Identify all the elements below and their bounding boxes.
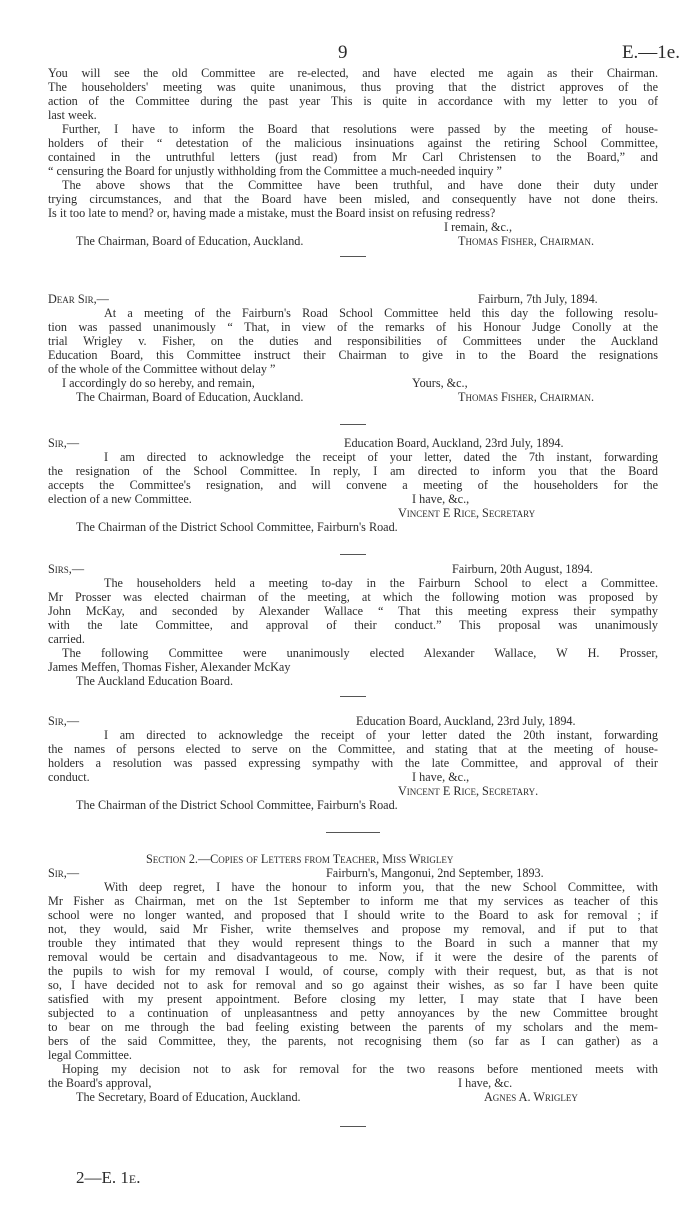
text-line: accepts the Committee's resignation, and will convene a meeting of the householders for the bbox=[48, 478, 658, 492]
signature: Thomas Fisher, Chairman. bbox=[458, 234, 595, 248]
text-line: I accordingly do so hereby, and remain, bbox=[62, 376, 255, 390]
section-heading: Section 2.—Copies of Letters from Teacher, Miss Wrigley bbox=[146, 852, 454, 866]
text-line: I am directed to acknowledge the receipt of your letter dated the 20th instant, forwarding bbox=[104, 728, 658, 742]
text-line: bers of the said Committee, they, the parents, not recognising them (so far as I can gather) as a bbox=[48, 1034, 658, 1048]
addressee: The Chairman, Board of Education, Auckland. bbox=[76, 234, 304, 248]
text-line: satisfied with my present appointment. Before closing my letter, I may state that I have been bbox=[48, 992, 658, 1006]
addressee: The Secretary, Board of Education, Auckland. bbox=[76, 1090, 301, 1104]
salutation: Sirs,— bbox=[48, 562, 85, 576]
text-line: The householders' meeting was quite unanimous, thus proving that the district approves of the bbox=[48, 80, 658, 94]
signature: Vincent E Rice, Secretary. bbox=[398, 784, 539, 798]
addressee: The Chairman of the District School Committee, Fairburn's Road. bbox=[76, 798, 398, 812]
text-line: Mr Prosser was elected chairman of the meeting, at which the following motion was proposed by bbox=[48, 590, 658, 604]
text-line: The above shows that the Committee have been truthful, and have done their duty under bbox=[62, 178, 658, 192]
divider bbox=[340, 1126, 366, 1127]
text-line: action of the Committee during the past year This is quite in accordance with my letter to you of bbox=[48, 94, 658, 108]
text-line: You will see the old Committee are re-elected, and have elected me again as their Chairman. bbox=[48, 66, 658, 80]
text-line: carried. bbox=[48, 632, 85, 646]
signature: Thomas Fisher, Chairman. bbox=[458, 390, 595, 404]
document-code: E.—1e. bbox=[621, 42, 680, 63]
text-line: The householders held a meeting to-day in the Fairburn School to elect a Committee. bbox=[104, 576, 658, 590]
salutation: Sir,— bbox=[48, 436, 80, 450]
text-line: so, I have decided not to ask for removal and so go against their wishes, as so far I have been quite bbox=[48, 978, 658, 992]
addressee: The Auckland Education Board. bbox=[76, 674, 234, 688]
text-line: James Meffen, Thomas Fisher, Alexander McKay bbox=[48, 660, 291, 674]
text-line: I am directed to acknowledge the receipt of your letter, dated the 7th instant, forwarding bbox=[104, 450, 658, 464]
text-line: the pupils to wish for my removal I would, of course, comply with their request, but, as that is not bbox=[48, 964, 658, 978]
closing: Yours, &c., bbox=[412, 376, 468, 390]
text-line: subjected to a continuation of unpleasantness and petty annoyances by the new Committee brought bbox=[48, 1006, 658, 1020]
closing: I have, &c., bbox=[412, 492, 470, 506]
salutation: Sir,— bbox=[48, 866, 80, 880]
signature: Agnes A. Wrigley bbox=[484, 1090, 578, 1104]
closing: I remain, &c., bbox=[444, 220, 513, 234]
text-line: the Board's approval, bbox=[48, 1076, 152, 1090]
text-line: with the late Committee, and approval of their conduct.” This proposal was unanimously bbox=[48, 618, 658, 632]
divider bbox=[340, 696, 366, 697]
divider bbox=[340, 554, 366, 555]
text-line: the names of persons elected to serve on the Committee, and stating that at the meeting of house- bbox=[48, 742, 658, 756]
text-line: the resignation of the School Committee. In reply, I am directed to inform you that the Board bbox=[48, 464, 658, 478]
text-line: of the whole of the Committee without delay ” bbox=[48, 362, 276, 376]
text-line: last week. bbox=[48, 108, 97, 122]
text-line: to bear on me through the bad feeling existing between the parents of my scholars and the mem- bbox=[48, 1020, 658, 1034]
text-line: At a meeting of the Fairburn's Road School Committee held this day the following resolu- bbox=[104, 306, 658, 320]
section-divider bbox=[326, 832, 380, 833]
footer-code: 2—E. 1e. bbox=[76, 1168, 141, 1187]
text-line: trying circumstances, and that the Board have been misled, and consequently have not done theirs. bbox=[48, 192, 658, 206]
text-line: John McKay, and seconded by Alexander Wallace “ That this meeting express their sympathy bbox=[48, 604, 658, 618]
text-line: Mr Fisher as Chairman, met on the 1st September to inform me that my services as teacher of this bbox=[48, 894, 658, 908]
text-line: trouble they intimated that they would represent things to the Board in such a manner that my bbox=[48, 936, 658, 950]
text-line: holders of their “ detestation of the malicious insinuations against the retiring School Committee, bbox=[48, 136, 658, 150]
divider bbox=[340, 256, 366, 257]
addressee: The Chairman, Board of Education, Auckland. bbox=[76, 390, 304, 404]
closing: I have, &c. bbox=[458, 1076, 513, 1090]
salutation: Dear Sir,— bbox=[48, 292, 109, 306]
text-line: not, they would, said Mr Fisher, write themselves and propose my removal, and if put to that bbox=[48, 922, 658, 936]
text-line: “ censuring the Board for unjustly withholding from the Committee a much-needed inquiry ” bbox=[48, 164, 502, 178]
salutation: Sir,— bbox=[48, 714, 80, 728]
text-line: conduct. bbox=[48, 770, 90, 784]
place-date: Fairburn's, Mangonui, 2nd September, 1893. bbox=[326, 866, 544, 880]
divider bbox=[340, 424, 366, 425]
text-line: trial Wrigley v. Fisher, on the duties and responsibilities of Committees under the Auckland bbox=[48, 334, 658, 348]
place-date: Fairburn, 7th July, 1894. bbox=[478, 292, 598, 306]
text-line: With deep regret, I have the honour to inform you, that the new School Committee, with bbox=[104, 880, 658, 894]
text-line: Is it too late to mend? or, having made a mistake, must the Board insist on refusing redress? bbox=[48, 206, 496, 220]
text-line: tion was passed unanimously “ That, in view of the remarks of his Honour Judge Conolly at the bbox=[48, 320, 658, 334]
signature: Vincent E Rice, Secretary bbox=[398, 506, 536, 520]
page-number: 9 bbox=[338, 42, 348, 63]
text-line: school were no longer wanted, and proposed that I should write to the Board to ask for removal ; if bbox=[48, 908, 658, 922]
text-line: election of a new Committee. bbox=[48, 492, 192, 506]
text-line: Further, I have to inform the Board that resolutions were passed by the meeting of house- bbox=[62, 122, 658, 136]
closing: I have, &c., bbox=[412, 770, 470, 784]
text-line: Hoping my decision not to ask for removal for the two reasons before mentioned meets with bbox=[62, 1062, 658, 1076]
addressee: The Chairman of the District School Committee, Fairburn's Road. bbox=[76, 520, 398, 534]
place-date: Fairburn, 20th August, 1894. bbox=[452, 562, 593, 576]
place-date: Education Board, Auckland, 23rd July, 1894. bbox=[356, 714, 576, 728]
place-date: Education Board, Auckland, 23rd July, 1894. bbox=[344, 436, 564, 450]
text-line: legal Committee. bbox=[48, 1048, 132, 1062]
text-line: Education Board, this Committee instruct their Chairman to give in to the Board the resignations bbox=[48, 348, 658, 362]
text-line: holders a resolution was passed expressing sympathy with the late Committee, and approval of their bbox=[48, 756, 658, 770]
text-line: removal would be certain and disadvantageous to me. Now, if it were the desire of the parents of bbox=[48, 950, 658, 964]
text-line: contained in the untruthful letters (just read) from Mr Carl Christensen to the Board,” and bbox=[48, 150, 658, 164]
text-line: The following Committee were unanimously elected Alexander Wallace, W H. Prosser, bbox=[62, 646, 658, 660]
